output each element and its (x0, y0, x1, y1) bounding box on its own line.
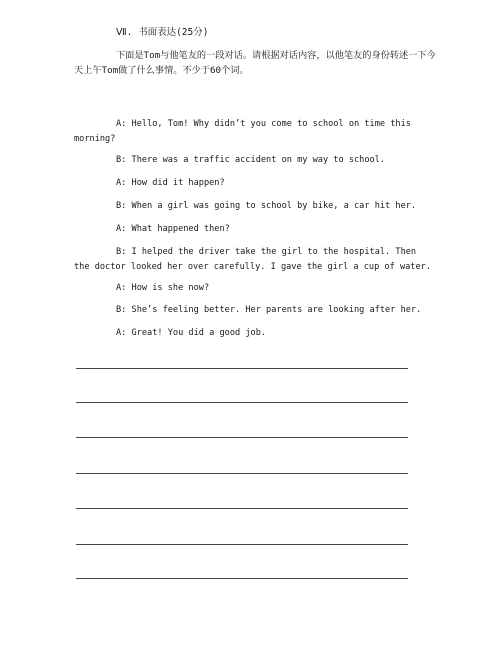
dialogue-line-2: B: There was a traffic accident on my way to school. (116, 155, 386, 165)
dialogue-line-5: A: What happened then? (116, 224, 230, 234)
section-heading: Ⅶ. 书面表达(25分) (116, 27, 209, 38)
task-instructions: 下面是Tom与他笔友的一段对话。请根据对话内容，以他笔友的身份转述一下今天上午Tom做了什么事情。不少于60个词。 (74, 50, 436, 76)
dialogue-line-8: B: She’s feeling better. Her parents are looking after her. (116, 305, 422, 315)
answer-writing-line[interactable] (76, 402, 408, 403)
dialogue-line-1: A: Hello, Tom! Why didn’t you come to school on time this morning? (74, 119, 411, 144)
dialogue-line-7: A: How is she now? (116, 283, 210, 293)
answer-writing-line[interactable] (76, 544, 408, 545)
answer-writing-line[interactable] (76, 437, 408, 438)
answer-writing-line[interactable] (76, 578, 408, 579)
dialogue-line-9: A: Great! You did a good job. (116, 328, 267, 338)
dialogue-line-4: B: When a girl was going to school by bike, a car hit her. (116, 201, 417, 211)
answer-writing-line[interactable] (76, 473, 408, 474)
dialogue-line-6: B: I helped the driver take the girl to the hospital. Then the doctor looked her over carefully. I gave the girl a cup of water. (74, 247, 431, 272)
answer-writing-line[interactable] (76, 368, 408, 369)
dialogue-line-3: A: How did it happen? (116, 178, 225, 188)
answer-writing-line[interactable] (76, 508, 408, 509)
